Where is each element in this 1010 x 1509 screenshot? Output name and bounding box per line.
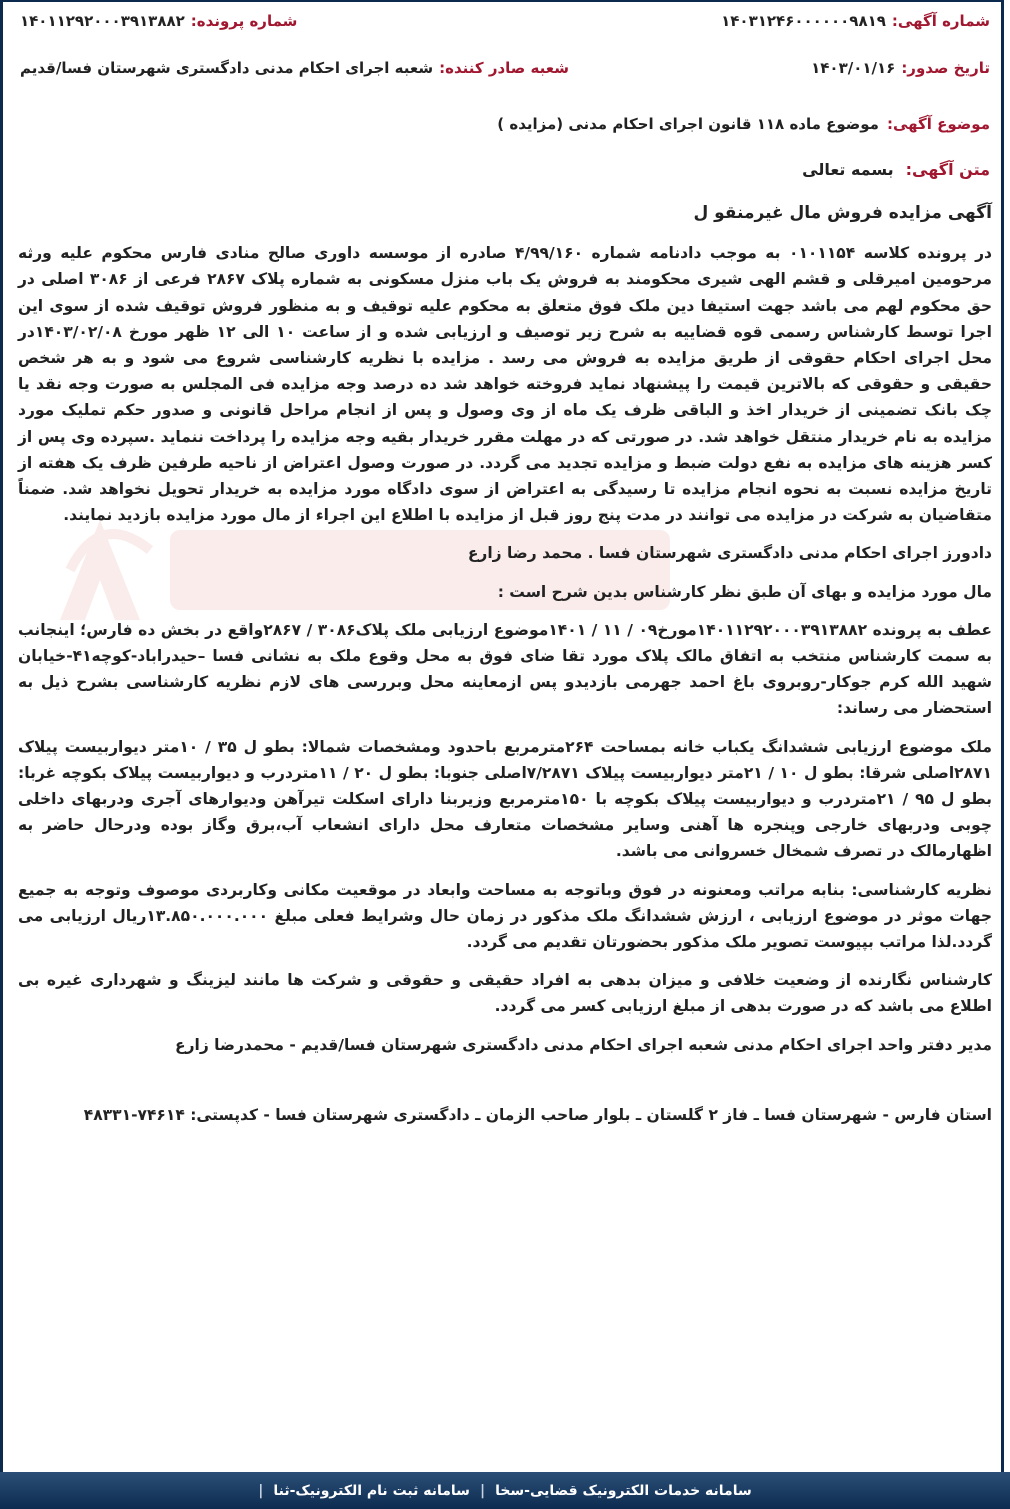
paragraph-officer: دادورز اجرای احکام مدنی دادگستری شهرستان فسا . محمد رضا زارع: [467, 544, 992, 563]
ad-number-value: ۱۴۰۳۱۲۴۶۰۰۰۰۰۰۹۸۱۹: [721, 12, 886, 30]
ad-number: [721, 12, 990, 30]
footer-bar: [0, 1472, 1010, 1509]
paragraph-disclaimer: کارشناس نگارنده از وضعیت خلافی و میزان بدهی به افراد حقیقی و حقوقی و شرکت ها مانند لیزینگ و شهرداری غیره بی اطلاع می باشد که در صورت بدهی از مبلغ ارزیابی کسر می گردد.: [18, 971, 992, 1016]
ad-body: [18, 200, 992, 1140]
subject-value: موضوع ماده ۱۱۸ قانون اجرای احکام مدنی (مزایده ): [497, 115, 879, 133]
footer-link-sakha[interactable]: سامانه خدمات الکترونیک قضایی-سخا: [495, 1482, 752, 1499]
paragraph-auction-terms: در پرونده کلاسه ۰۱۰۱۱۵۴ به موجب دادنامه شماره ۴/۹۹/۱۶۰ صادره از موسسه داوری صالح منادی فارس محکوم علیه ورثه مرحومین امیرقلی و قشم الهی شیری محکومند به فروش یک باب منزل مسکونی به شماره پلاک ۲۸۶۷ فرعی از ۳۰۸۶ اصلی در حق محکوم لهم می باشد جهت استیفا دین ملک فوق متعلق به محکوم علیه توقیف و به منظور فروش توقیف شده از سوی این اجرا توسط کارشناس رسمی قوه قضاییه به شرح زیر توصیف و ارزیابی شده و از ساعت ۱۰ الی ۱۲ ظهر مورخ ۱۴۰۳/۰۲/۰۸در محل اجرای احکام حقوقی از طریق مزایده به فروش می رسد . مزایده با نظریه کارشناسی شروع می شود و به هر شخص حقیقی و حقوقی که بالاترین قیمت را پیشنهاد نماید فروخته خواهد شد ده درصد وجه مزایده فی المجلس به صورت وجه نقد یا چک بانک تضمینی از خریدار اخذ و الباقی ظرف یک ماه از وی وصول و پس از انجام مراحل قانونی و صدور حکم تملیک مورد مزایده به نام خریدار منتقل خواهد شد. در صورتی که در مهلت مقرر خریدار بقیه وجه مزایده را پرداخت ننماید .سپرده وی پس از کسر هزینه های مزایده به نفع دولت ضبط و مزایده تجدید می گردد. در صورت وصول اعتراض از ناحیه طرفین ظرف یک هفته از تاریخ مزایده نسبت به نحوه انجام مزایده تا رسیدگی به اعتراض از سوی دادگاه مورد مزایده به خریدار تحویل نخواهد شد. ضمناً متقاضیان به شرکت در مزایده می توانند در مدت پنج روز قبل از مزایده با اطلاع این اجراء از مال مورد مزایده بازدید نمایند.: [18, 244, 993, 525]
paragraph-expert-opinion: نظریه کارشناسی: بنابه مراتب ومعنونه در فوق وباتوجه به مساحت وابعاد در موقعیت مکانی وکاربردی موصوف وتوجه به جمیع جهات موثر در موضوع ارزیابی ، ارزش ششدانگ ملک مذکور در زمان حال وشرایط فعلی مبلغ ۱۳.۸۵۰.۰۰۰.۰۰۰ریال ارزیابی می گردد.لذا مراتب بپیوست تصویر ملک مذکور بحضورتان تقدیم می گردد.: [18, 880, 992, 952]
address: استان فارس - شهرستان فسا ـ فاز ۲ گلستان ـ بلوار صاحب الزمان ـ دادگستری شهرستان فسا - کدپستی: ۷۴۶۱۴-۴۸۳۳۱: [83, 1105, 992, 1124]
header-row-2: [20, 53, 990, 83]
ad-text-heading: [802, 160, 990, 179]
ad-text-label: متن آگهی:: [905, 160, 990, 179]
footer-link-sana[interactable]: سامانه ثبت نام الکترونیک-ثنا: [273, 1482, 470, 1499]
paragraph-intro: مال مورد مزایده و بهای آن طبق نظر کارشناس بدین شرح است :: [497, 582, 992, 601]
ad-subject: [497, 115, 990, 133]
issue-date-label: تاریخ صدور:: [901, 59, 990, 77]
issue-date: [811, 59, 990, 77]
case-number-label: شماره پرونده:: [190, 12, 298, 30]
issuer-value: شعبه اجرای احکام مدنی دادگستری شهرستان فسا/قدیم: [20, 59, 434, 77]
case-number-value: ۱۴۰۱۱۲۹۲۰۰۰۳۹۱۳۸۸۲: [20, 12, 185, 30]
footer-separator: |: [479, 1482, 486, 1499]
footer-separator-end: |: [258, 1482, 264, 1499]
issuer: [20, 59, 569, 77]
header-row-1: [20, 6, 990, 36]
ad-title: آگهی مزایده فروش مال غیرمنقو ل: [693, 203, 992, 223]
issuer-label: شعبه صادر کننده:: [439, 59, 569, 77]
subject-label: موضوع آگهی:: [886, 115, 990, 133]
paragraph-property: ملک موضوع ارزیابی ششدانگ یکباب خانه بمساحت ۲۶۴مترمربع باحدود ومشخصات شمالا: بطو ل ۳۵ / ۱۰متر دیواربیست پیلاک ۲۸۷۱اصلی شرقا: بطو ل ۱۰ / ۲۱متر دیواربیست پیلاک ۷/۲۸۷۱اصلی جنوبا: بطو ل ۲۰ / ۱۱متردرب و دیواربیست پیلاک بکوچه غربا: بطو ل ۹۵ / ۲۱متردرب و دیواربیست پیلاک بکوچه با ۱۵۰مترمربع وزیربنا دارای اسکلت تیرآهن ودیوارهای آجری ودربهای داخلی چوبی ودربهای خارجی وپنجره ها آهنی وسایر مشخصات متعارف محل دارای انشعاب آب،برق وگاز بوده ودرحال حاضر به اظهارمالک در تصرف شمخال خسروانی می باشد.: [18, 737, 992, 861]
case-number: [20, 12, 297, 30]
paragraph-signature: مدیر دفتر واحد اجرای احکام مدنی شعبه اجرای احکام مدنی دادگستری شهرستان فسا/قدیم - محمدرضا زارع: [175, 1035, 992, 1054]
paragraph-reference: عطف به پرونده ۱۴۰۱۱۲۹۲۰۰۰۳۹۱۳۸۸۲مورخ۰۹ / ۱۱ / ۱۴۰۱موضوع ارزیابی ملک پلاک۳۰۸۶ / ۲۸۶۷واقع در بخش ده فارس؛ اینجانب به سمت کارشناس منتخب به اتفاق مالک پلاک مورد تقا ضای فوق به محل وقوع ملک به نشانی فسا –حیدراباد-کوچه۴۱-خیابان شهید الله کرم جوکار-روبروی باغ احمد جهرمی بازدیدو پس ازمعاینه محل وبررسی های لازم نظریه کارشناسی بشرح ذیل به استحضار می رساند:: [18, 620, 992, 718]
ad-number-label: شماره آگهی:: [891, 12, 990, 30]
issue-date-value: ۱۴۰۳/۰۱/۱۶: [811, 59, 896, 77]
basmala: بسمه تعالی: [802, 160, 894, 179]
